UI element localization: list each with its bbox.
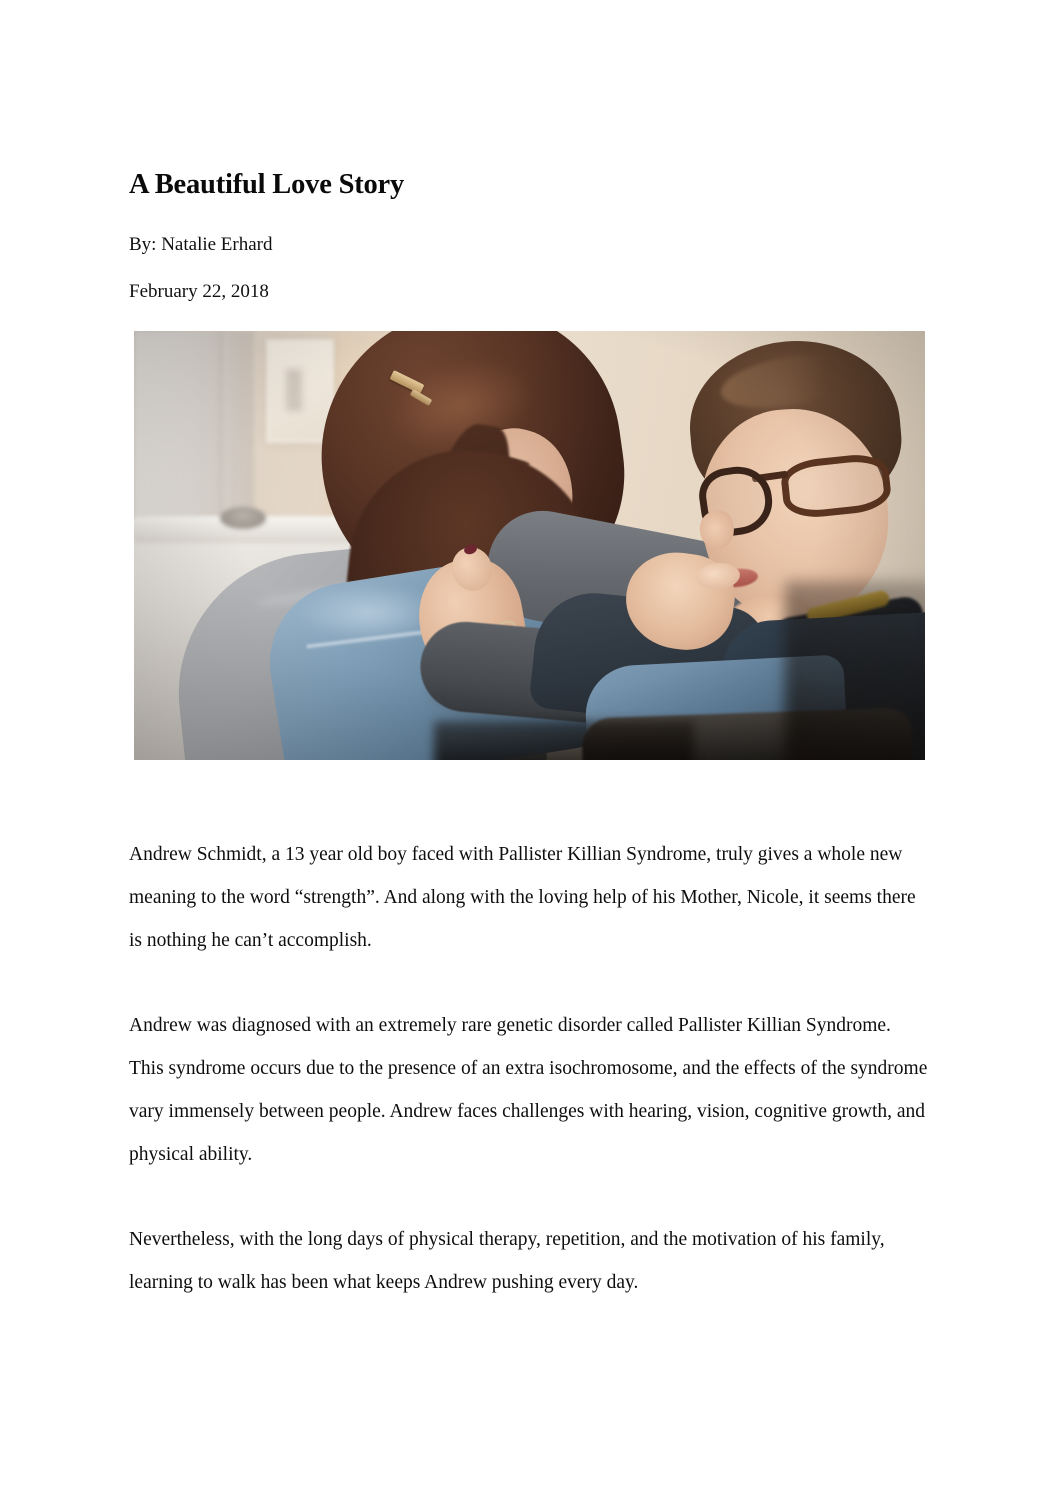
article-paragraph-3: Nevertheless, with the long days of physical therapy, repetition, and the motivation of his family, learning to walk has been what keeps Andrew pushing every day. [129, 1229, 885, 1293]
page-title: A Beautiful Love Story [129, 169, 405, 200]
article-body [129, 833, 929, 1304]
photo-image [134, 331, 925, 760]
article-paragraph-1: Andrew Schmidt, a 13 year old boy faced with Pallister Killian Syndrome, truly gives a whole new meaning to the word “strength”. And along with the loving help of his Mother, Nicole, it seems there is nothing he can’t accomplish. [129, 844, 916, 951]
article-byline: By: Natalie Erhard [129, 234, 273, 255]
article-photo [134, 331, 925, 760]
article-date: February 22, 2018 [129, 281, 269, 302]
photo-vignette [134, 331, 925, 760]
article-paragraph-2: Andrew was diagnosed with an extremely rare genetic disorder called Pallister Killian Syndrome. This syndrome occurs due to the presence of an extra isochromosome, and the effects of the syndrome vary immensely between people. Andrew faces challenges with hearing, vision, cognitive growth, and physical ability. [129, 1015, 928, 1165]
